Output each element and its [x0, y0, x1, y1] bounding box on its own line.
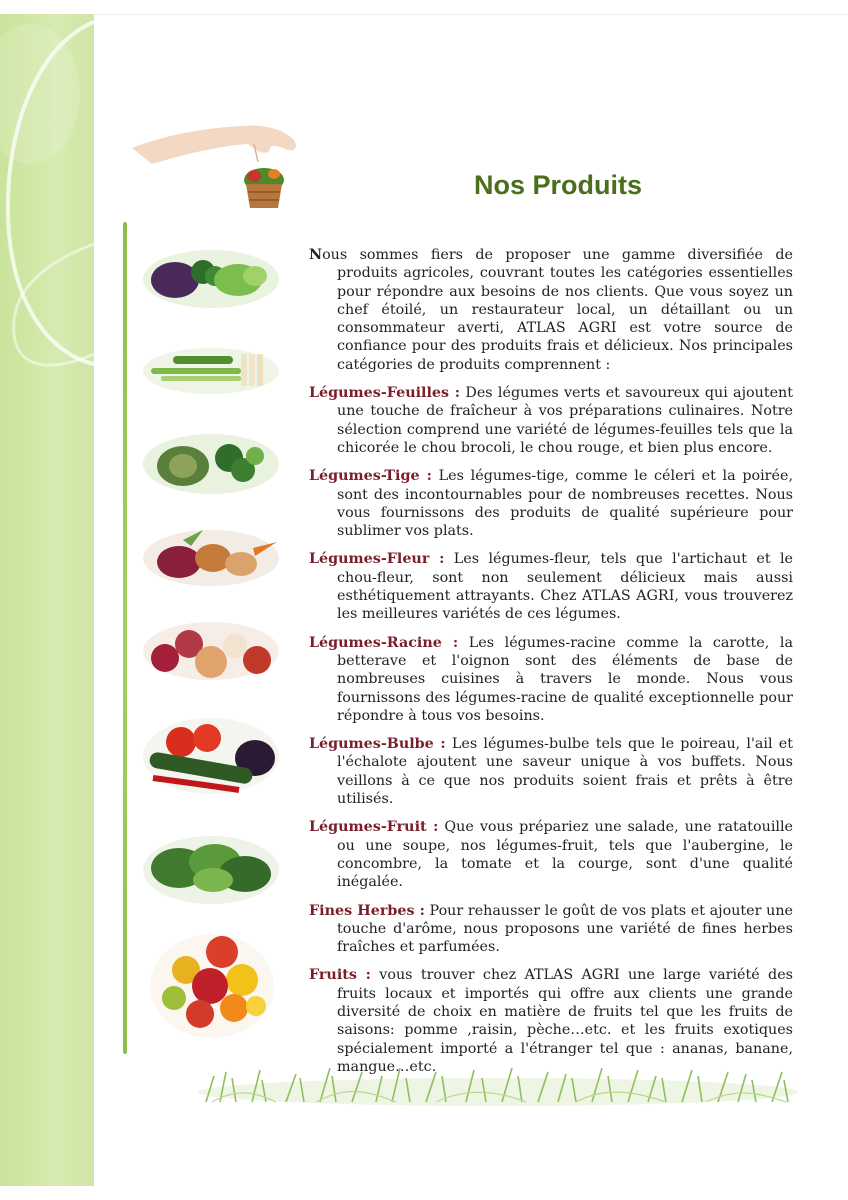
category-item-legumes-tige	[309, 467, 793, 540]
intro-paragraph	[309, 246, 793, 374]
category-item-legumes-bulbe	[309, 735, 793, 808]
grass-border-image	[196, 1058, 800, 1112]
category-term: Fruits :	[309, 967, 371, 984]
category-item-legumes-fruit	[309, 818, 793, 891]
category-description: vous trouver chez ATLAS AGRI une large variété des fruits locaux et importés qui offre aux clients une grande diversité de choix en matière de fruits tel que les fruits de saisons: pomme ,raisin, pèche…etc. et les fruits exotiques spécialement importé a l'étranger tel que : ananas, banane, mangue…etc.	[337, 967, 793, 1075]
category-description: Les légumes-tige, comme le céleri et la poirée, sont des incontournables pour de nombreuses recettes. Nous vous fournissons des produits de qualité supérieure pour sublimer vos plats.	[337, 468, 793, 540]
category-term: Fines Herbes :	[309, 902, 425, 919]
category-term: Légumes-Fleur :	[309, 551, 445, 568]
fruits-image	[150, 928, 274, 1042]
fruit-vegetables-image	[143, 716, 279, 800]
stem-vegetables-image	[143, 346, 279, 400]
flower-vegetables-image	[143, 432, 279, 500]
category-term: Légumes-Feuilles :	[309, 385, 461, 402]
root-vegetables-image	[143, 528, 279, 592]
vegetable-basket-hand-image	[132, 118, 304, 226]
accent-line	[123, 222, 127, 1054]
category-term: Légumes-Fruit :	[309, 819, 439, 836]
intro-dropcap: N	[309, 247, 323, 263]
category-description: Pour rehausser le goût de vos plats et ajouter une touche d'arôme, nous proposons une variété de fines herbes fraîches et parfumées.	[337, 902, 793, 956]
top-rule	[94, 14, 848, 15]
side-band	[0, 14, 94, 1186]
category-term: Légumes-Bulbe :	[309, 736, 446, 753]
bulb-vegetables-image	[143, 620, 279, 686]
category-term: Légumes-Tige :	[309, 468, 432, 485]
category-description: Les légumes-racine comme la carotte, la betterave et l'oignon sont des éléments de base de nombreuses cuisines à travers le monde. Nous vous fournissons des légumes-racine de qualité exceptionnelle pour répondre à tous vos besoins.	[337, 634, 793, 724]
leafy-vegetables-image	[143, 250, 279, 312]
category-term: Légumes-Racine :	[309, 634, 459, 651]
category-item-legumes-fleur	[309, 550, 793, 623]
herbs-image	[143, 834, 279, 910]
intro-text: ous sommes fiers de proposer une gamme diversifiée de produits agricoles, couvrant toutes les catégories essentielles pour répondre aux besoins de nos clients. Que vous soyez un chef étoilé, un restaurateur local, un détaillant ou un consommateur averti, ATLAS AGRI est votre source de confiance pour des produits frais et délicieux. Nos principales catégories de produits comprennent :	[322, 247, 793, 373]
category-item-fines-herbes	[309, 902, 793, 957]
category-description: Les légumes-fleur, tels que l'artichaut et le chou-fleur, sont non seulement délicieux mais aussi esthétiquement attrayants. Chez ATLAS AGRI, vous trouverez les meilleures variétés de ces légumes.	[337, 551, 793, 623]
category-item-legumes-racine	[309, 634, 793, 725]
category-description: Des légumes verts et savoureux qui ajoutent une touche de fraîcheur à vos préparations culinaires. Notre sélection comprend une variété de légumes-feuilles tels que la chicorée le chou brocoli, le chou rouge, et bien plus encore.	[337, 385, 793, 456]
category-item-legumes-feuilles	[309, 384, 793, 457]
content	[309, 246, 793, 1086]
category-description: Que vous prépariez une salade, une ratatouille ou une soupe, nos légumes-fruit, tels que l'aubergine, le concombre, la tomate et la courge, sont d'une qualité inégalée.	[337, 819, 793, 891]
category-description: Les légumes-bulbe tels que le poireau, l'ail et l'échalote ajoutent une saveur unique à vos buffets. Nous veillons à ce que nos produits soient frais et prêts à être utilisés.	[337, 736, 793, 808]
page-title: Nos Produits	[473, 170, 642, 200]
